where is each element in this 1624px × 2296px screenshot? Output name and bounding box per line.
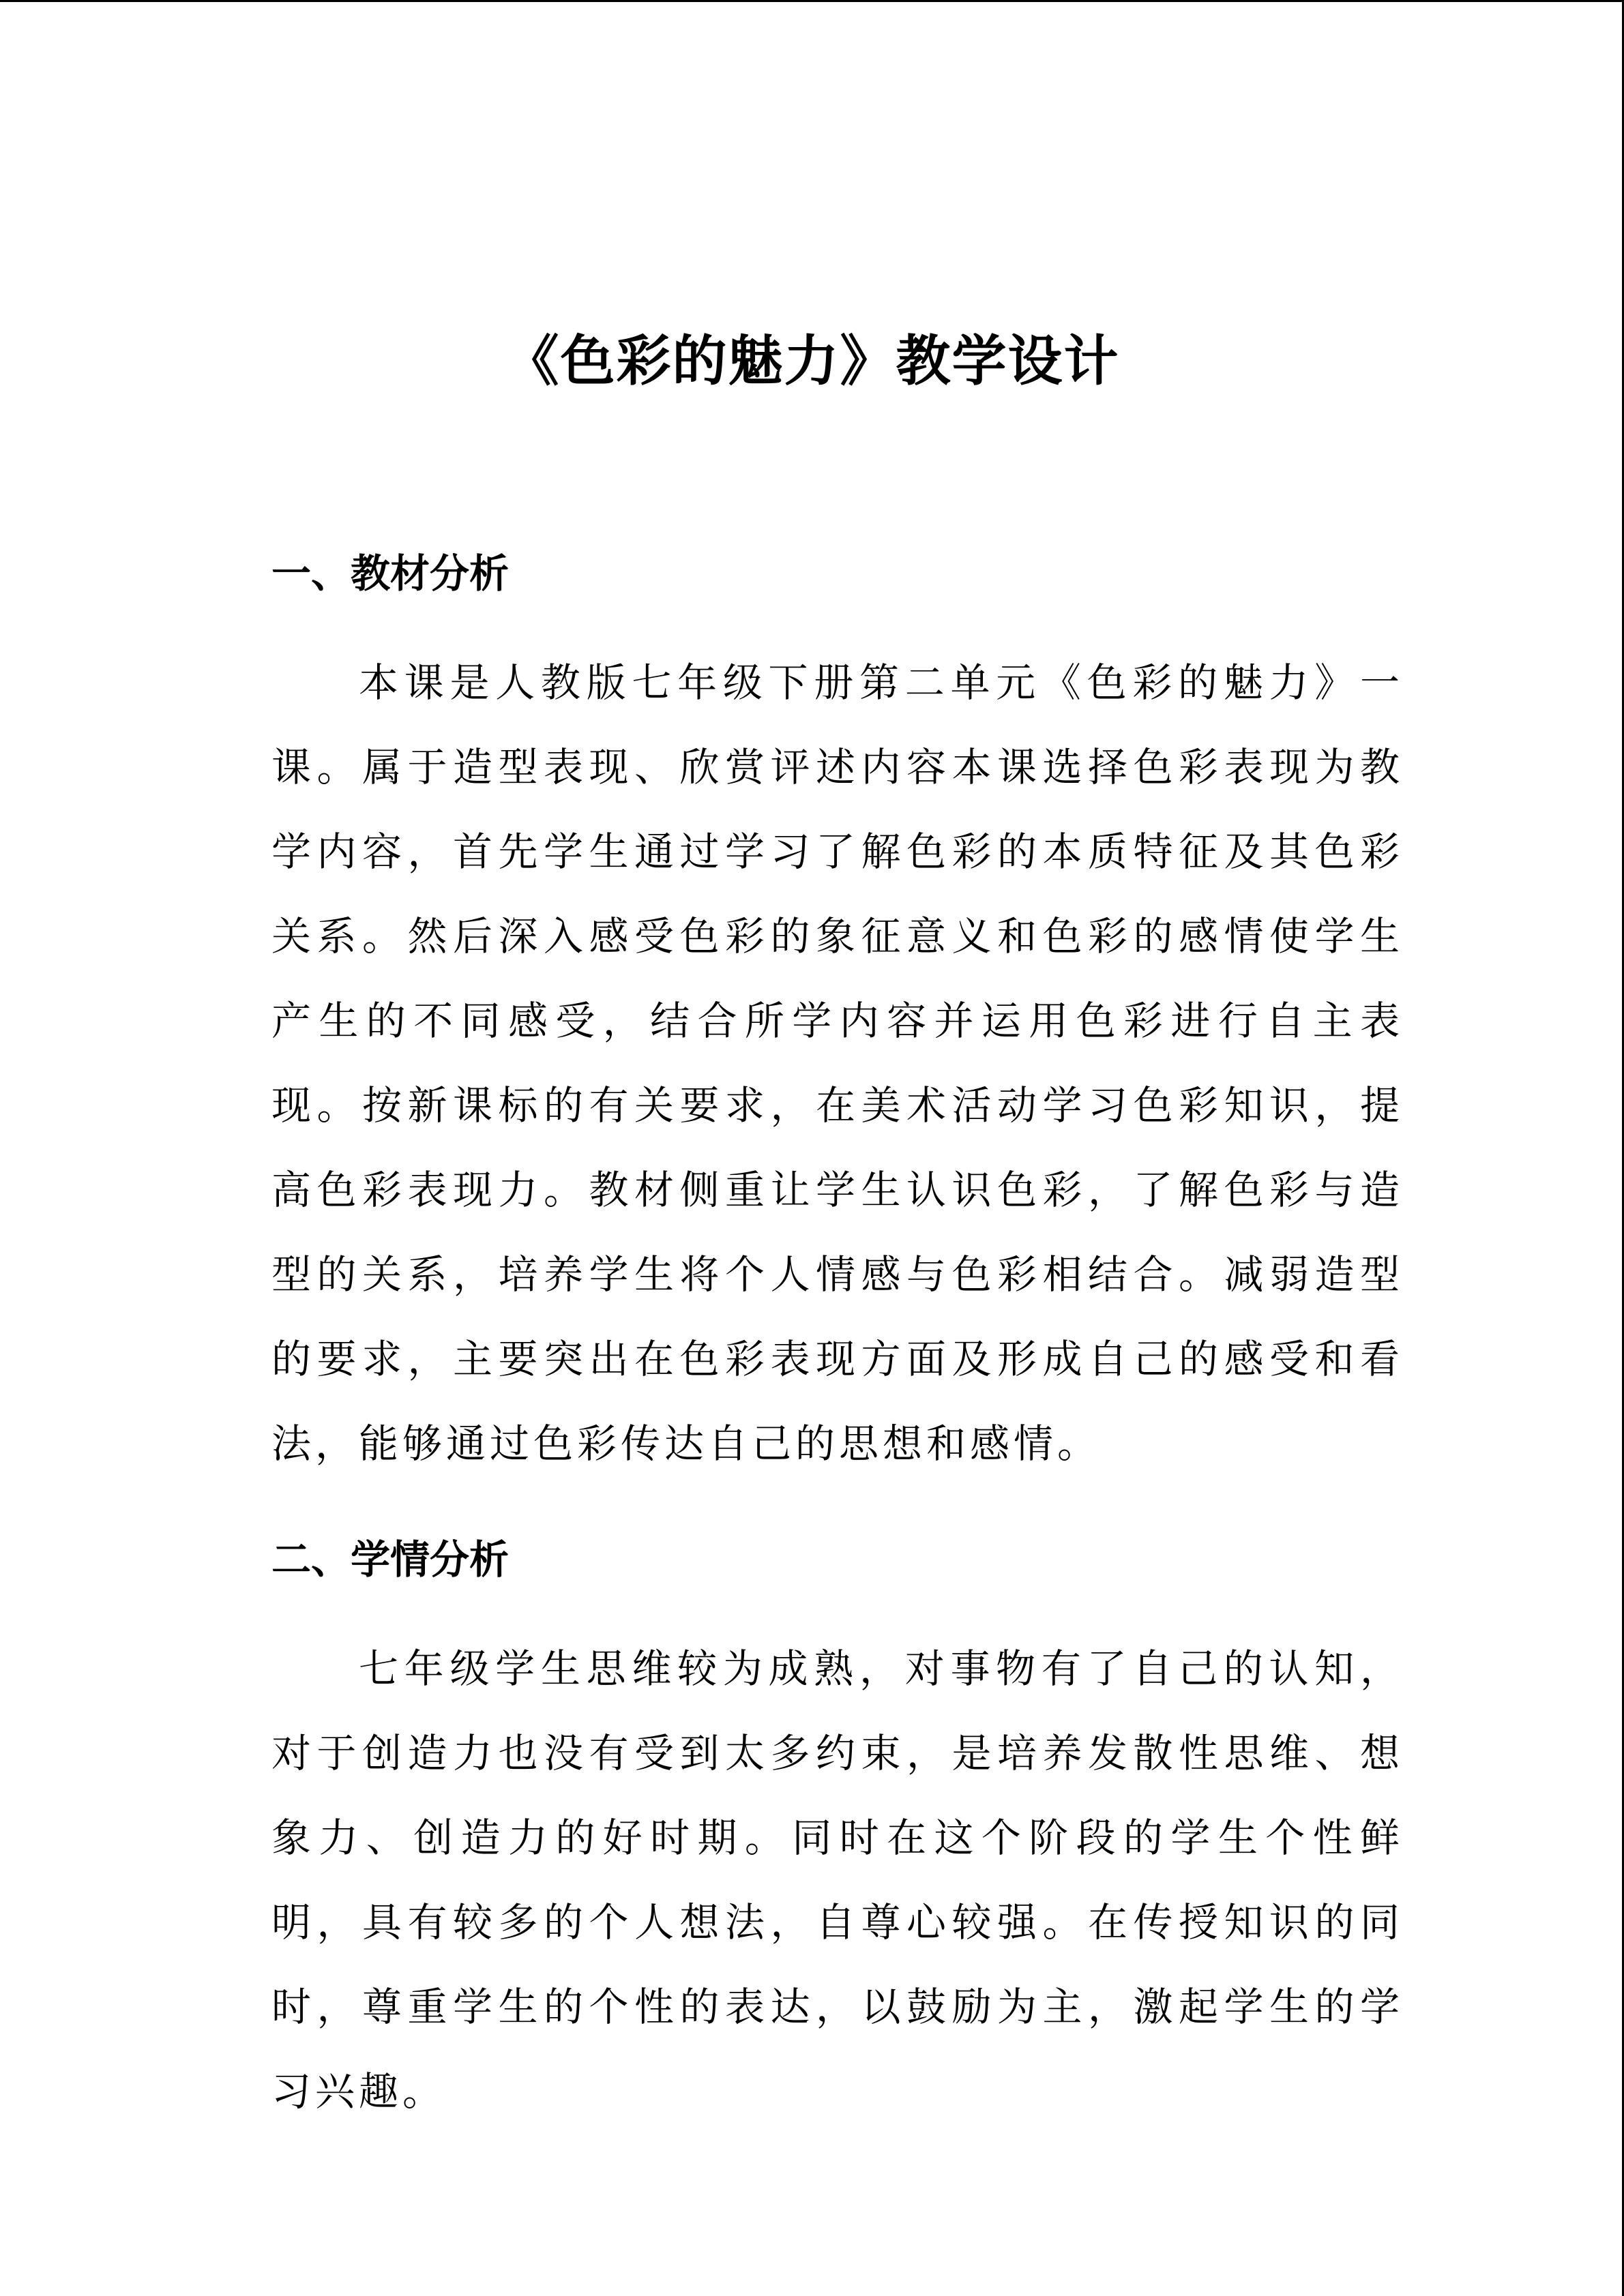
section-paragraph-textbook-analysis: 本课是人教版七年级下册第二单元《色彩的魅力》一课。属于造型表现、欣赏评述内容本课选择色彩表现为教学内容，首先学生通过学习了解色彩的本质特征及其色彩关系。然后深入感受色彩的象征意义和色彩的感情使学生产生的不同感受，结合所学内容并运用色彩进行自主表现。按新课标的有关要求，在美术活动学习色彩知识，提高色彩表现力。教材侧重让学生认识色彩，了解色彩与造型的关系，培养学生将个人情感与色彩相结合。减弱造型的要求，主要突出在色彩表现方面及形成自己的感受和看法，能够通过色彩传达自己的思想和感情。 — [271, 659, 1404, 1467]
section-heading-student-analysis: 二、学情分析 — [271, 1536, 510, 1583]
document-title: 《色彩的魅力》教学设计 — [504, 329, 1120, 393]
section-paragraph-student-analysis: 七年级学生思维较为成熟，对事物有了自己的认知，对于创造力也没有受到太多约束，是培养发散性思维、想象力、创造力的好时期。同时在这个阶段的学生个性鲜明，具有较多的个人想法，自尊心较强。在传授知识的同时，尊重学生的个性的表达，以鼓励为主，激起学生的学习兴趣。 — [271, 1645, 1404, 2115]
section-heading-textbook-analysis: 一、教材分析 — [271, 550, 510, 597]
